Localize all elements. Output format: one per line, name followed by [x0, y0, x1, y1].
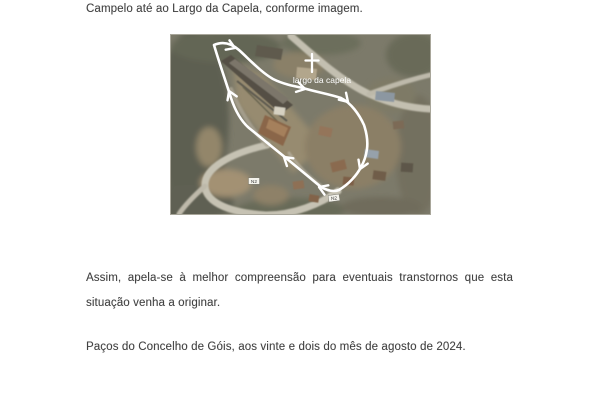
- body-paragraph: [86, 266, 513, 316]
- intro-line: Campelo até ao Largo da Capela, conforme imagem.: [86, 3, 363, 15]
- body-line-1: Assim, apela-se à melhor compreensão para eventuais transtornos que esta: [86, 272, 513, 284]
- aerial-map-figure: [171, 35, 430, 214]
- aerial-photo: [171, 35, 430, 214]
- closing-line: Paços do Concelho de Góis, aos vinte e dois do mês de agosto de 2024.: [86, 341, 466, 353]
- road-badge-label: N2: [250, 179, 258, 185]
- body-line-2: situação venha a originar.: [86, 297, 221, 309]
- road-badge-label: N2: [330, 196, 338, 203]
- place-label: largo da capela: [292, 75, 352, 85]
- road-badge: [249, 178, 260, 185]
